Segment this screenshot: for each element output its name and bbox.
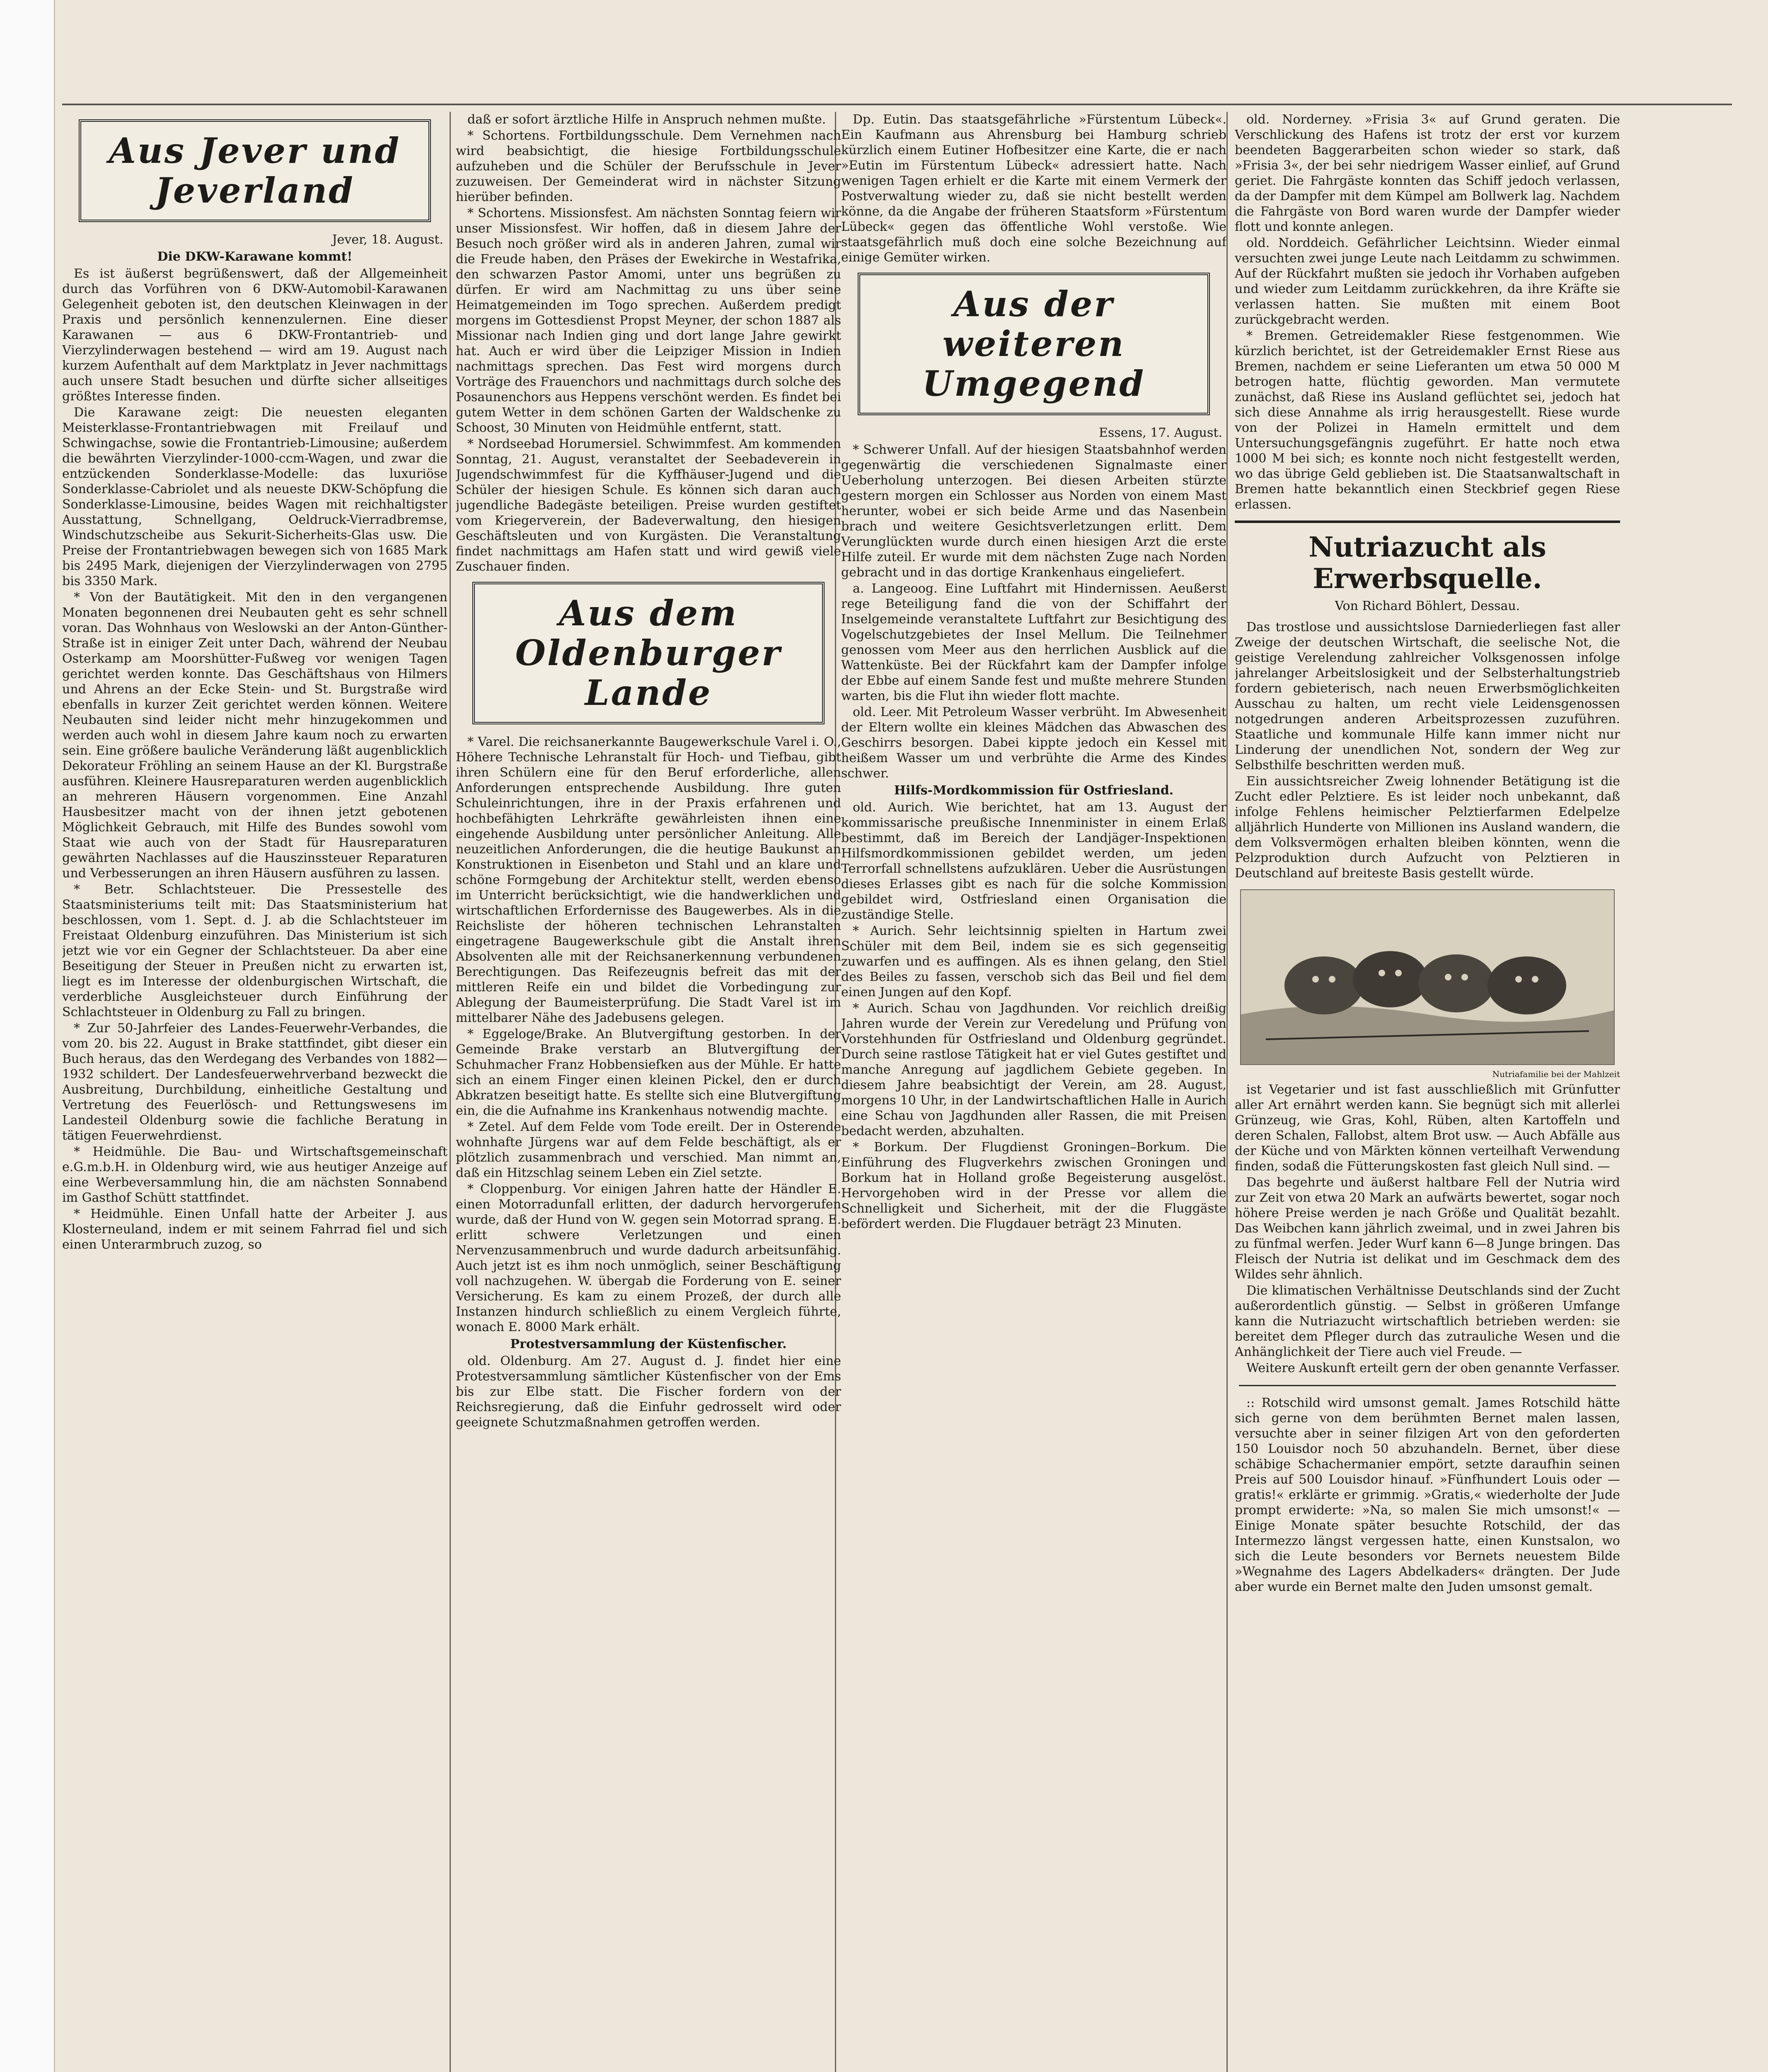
article-paragraph: :: Rotschild wird umsonst gemalt. James Rotschild hätte sich gerne von dem berühmten Bernet malen lassen, versuchte aber in seiner filzigen Art von den geforderten 150 Louisdor noch 50 abzuhandeln. Bernet, über diese schäbige Schachermanier empört, setzte daraufhin seinen Preis auf 500 Louisdor hinauf. »Fünfhundert Louis oder — gratis!« erklärte er grimmig. »Gratis,« wiederholte der Jude prompt erwiderte: »Na, so malen Sie mich umsonst!« — Einige Monate später besuchte Rotschild, der das Intermezzo längst vergessen hatte, einen Kunstsalon, wo sich die Leute besonders vor Bernets neuestem Bilde »Wegnahme des Lagers Abdelkaders« drängten. Der Jude aber wurde ein Bernet malte den Juden umsonst gemalt.	[1235, 1396, 1620, 1594]
article-paragraph: * Von der Bautätigkeit. Mit den in den vergangenen Monaten begonnenen drei Neubauten geht es sehr schnell voran. Das Wohnhaus von Weslowski an der Anton-Günther-Straße ist in einiger Zeit unter Dach, während der Neubau Osterkamp am Moorshütter-Fußweg vor wenigen Tagen gerichtet werden konnte. Das Geschäftshaus von Hilmers und Ahrens an der Ecke Stein- und St. Burgstraße wird ebenfalls in kurzer Zeit gerichtet werden können. Weitere Neubauten sind leider nicht mehr hinzugekommen und werden auch wohl in diesem Jahre kaum noch zu erwarten sein. Eine größere bauliche Veränderung läßt augenblicklich Dekorateur Fröhling an seinem Hause an der Kl. Burgstraße ausführen. Kleinere Hausreparaturen werden augenblicklich an mehreren Häusern vorgenommen. Eine Anzahl Hausbesitzer macht von der ihnen jetzt gebotenen Möglichkeit Gebrauch, mit Hilfe des Bundes sowohl vom Staat wie auch von der Stadt für Hausreparaturen gewährten Nachlasses auf die Hauszinssteuer Reparaturen und Verbesserungen an ihren Häusern ausführen zu lassen.	[62, 590, 447, 881]
article-paragraph: * Heidmühle. Einen Unfall hatte der Arbeiter J. aus Klosterneuland, indem er mit seinem Fahrrad fiel und sich einen Unterarmbruch zuzog, so	[62, 1207, 447, 1252]
article-paragraph: ist Vegetarier und ist fast ausschließlich mit Grünfutter aller Art ernährt werden kann. Sie begnügt sich mit allerlei Grünzeug, wie Gras, Kohl, Rüben, alten Kartoffeln und deren Schalen, Fallobst, altem Brot usw. — Auch Abfälle aus der Küche und von Märkten können verteilhaft Verwendung finden, sodaß die Fütterungskosten fast gleich Null sind. —	[1235, 1082, 1620, 1174]
article-subhead: Die DKW-Karawane kommt!	[157, 249, 353, 264]
article-subhead: Hilfs-Mordkommission für Ostfriesland.	[894, 783, 1174, 798]
article-paragraph: Das trostlose und aussichtslose Darniederliegen fast aller Zweige der deutschen Wirtschaft, die seelische Not, die geistige Verelendung zahlreicher Volksgenossen infolge jahrelanger Arbeitslosigkeit und der Selbsterhaltungstrieb fordern gebieterisch, nach neuen Erwerbsmöglichkeiten Ausschau zu halten, um recht viele Leidensgenossen notgedrungen anderen Arbeitsprozessen zuzuführen. Staatliche und kommunale Hilfe kann immer nicht nur Linderung der unendlichen Not, sondern der Weg zur Selbsthilfe beschritten werden muß.	[1235, 620, 1620, 772]
byline: Von Richard Böhlert, Dessau.	[1335, 599, 1520, 613]
column-rule	[1226, 112, 1228, 2072]
article-subhead: Protestversammlung der Küstenfischer.	[510, 1337, 787, 1351]
article-paragraph: * Schortens. Fortbildungsschule. Dem Vernehmen nach wird beabsichtigt, die hiesige Fortbildungsschule aufzuheben und die Schüler der Berufsschule in Jever zuzuweisen. Der Gemeinderat wird in nächster Sitzung hierüber befinden.	[456, 128, 841, 204]
article-paragraph: * Nordseebad Horumersiel. Schwimmfest. Am kommenden Sonntag, 21. August, veranstaltet der Seebadeverein in Jugendschwimmfest für die Kyffhäuser-Jugend und die Schüler der hiesigen Schule. Es können sich daran auch jugendliche Badegäste beteiligen. Preise wurden gestiftet vom Kriegerverein, der Badeverwaltung, den hiesigen Geschäftsleuten und von Kurgästen. Die Veranstaltung findet nachmittags am Hafen statt und wird gewiß viele Zuschauer finden.	[456, 437, 841, 574]
article-paragraph: Ein aussichtsreicher Zweig lohnender Betätigung ist die Zucht edler Pelztiere. Es ist leider noch unbekannt, daß infolge Fehlens heimischer Pelztierfarmen Edelpelze alljährlich Hunderte von Millionen ins Ausland wandern, die dem Volksvermögen erhalten bleiben könnten, wenn die Pelzproduktion durch Aufzucht von Pelztieren in Deutschland auf breiteste Basis gestellt würde.	[1235, 774, 1620, 881]
article-paragraph: old. Leer. Mit Petroleum Wasser verbrüht. Im Abwesenheit der Eltern wollte ein kleines Mädchen das Abwaschen des Geschirrs besorgen. Dabei kippte jedoch ein Kessel mit heißem Wasser um und verbrühte die Arme des Kindes schwer.	[841, 705, 1226, 781]
article-paragraph: * Schortens. Missionsfest. Am nächsten Sonntag feiern wir unser Missionsfest. Wir hoffen, daß in diesem Jahre der Besuch noch größer wird als in anderen Jahren, zumal wir die Freude haben, den Präses der Ewekirche in Westafrika, den schwarzen Pastor Amomi, unter uns begrüßen zu dürfen. Er wird am Nachmittag zu uns über seine Heimatgemeinden im Togo sprechen. Außerdem predigt morgens im Gottesdienst Propst Meyner, der schon 1887 als Missionar nach Indien ging und dort lange Jahre gewirkt hat. Auch er wird über die Leipziger Mission in Indien nachmittags sprechen. Das Fest wird morgens durch Vorträge des Frauenchors und nachmittags durch solche des Posaunenchors aus Heppens verschönt werden. Es findet bei gutem Wetter in dem schönen Garten der Waldschenke zu Schoost, 30 Minuten von Heidmühle entfernt, statt.	[456, 206, 841, 435]
section-divider	[1239, 1385, 1616, 1386]
section-heading: Aus der weiteren Umgegend	[922, 283, 1146, 404]
article-paragraph: * Bremen. Getreidemakler Riese festgenommen. Wie kürzlich berichtet, ist der Getreidemakler Ernst Riese aus Bremen, nachdem er seine Lieferanten um etwa 50 000 M betrogen hatte, flüchtig geworden. Man vermutete zunächst, daß Riese ins Ausland geflüchtet sei, jedoch hat sich diese Annahme als irrig herausgestellt. Riese wurde von der Polizei in Hameln ermittelt und dem Untersuchungsgefängnis zugeführt. Er hatte noch etwa 1000 M bei sich; es konnte noch nicht festgestellt werden, wo das übrige Geld geblieben ist. Die Staatsanwaltschaft in Bremen hatte bekanntlich einen Steckbrief gegen Riese erlassen.	[1235, 329, 1620, 512]
article-paragraph: * Zetel. Auf dem Felde vom Tode ereilt. Der in Osterende wohnhafte Jürgens war auf dem Felde beschäftigt, als er plötzlich zusammenbrach und verschied. Man nimmt an, daß ein Hitzschlag seinem Leben ein Ziel setzte.	[456, 1120, 841, 1180]
article-paragraph: Die Karawane zeigt: Die neuesten eleganten Meisterklasse-Frontantriebwagen mit Freilauf und Schwingachse, sowie die Frontantrieb-Limousine; außerdem die bewährten Vierzylinder-1000-ccm-Wagen, und zwar die entzückenden Sonderklasse-Modelle: das luxuriöse Sonderklasse-Cabriolet und als neueste DKW-Schöpfung die Sonderklasse-Limousine, beides Wagen mit reichhaltigster Ausstattung, Schnellgang, Oeldruck-Vierradbremse, Windschutzscheibe aus Sekurit-Sicherheits-Glas usw. Die Preise der Frontantriebwagen bewegen sich von 1685 Mark bis 2495 Mark, diejenigen der Vierzylinderwagen von 2795 bis 3350 Mark.	[62, 405, 447, 588]
article-paragraph: * Varel. Die reichsanerkannte Baugewerkschule Varel i. O., Höhere Technische Lehranstalt für Hoch- und Tiefbau, gibt ihren Schülern eine für den Beruf erforderliche, allen Anforderungen entsprechende Ausbildung. Ihre guten Schuleinrichtungen, ihre in der Praxis erfahrenen und hochbefähigten Lehrkräfte gewährleisten ihnen eine eingehende Ausbildung unter persönlicher Anleitung. Alle neuzeitlichen Anforderungen, die die heutige Baukunst an Konstruktionen in Eisenbeton und Stahl und an klare und schöne Formgebung der Architektur stellt, werden ebenso im Unterricht berücksichtigt, wie die handwerklichen und wirtschaftlichen Erfordernisse des Baugewerbes. Als in die Reichsliste der höheren technischen Lehranstalten eingetragene Baugewerkschule gibt die Anstalt ihren Absolventen alle mit der Reichsanerkennung verbundenen Berechtigungen. Das Reifezeugnis befreit das mit der mittleren Reife ein und bildet die Vorbedingung zur Ablegung der Baumeisterprüfung. Die Stadt Varel ist im mittelbarer Nähe des Jadebusens gelegen.	[456, 735, 841, 1025]
article-paragraph: old. Norddeich. Gefährlicher Leichtsinn. Wieder einmal versuchten zwei junge Leute nach Leitdamm zu schwimmen. Auf der Rückfahrt mußten sie jedoch ihr Vorhaben aufgeben und wieder zum Leitdamm zurückkehren, da ihre Kräfte sie verlassen hatten. Sie mußten mit einem Boot zurückgebracht werden.	[1235, 236, 1620, 327]
article-paragraph: * Betr. Schlachtsteuer. Die Pressestelle des Staatsministeriums teilt mit: Das Staatsministerium hat beschlossen, vom 1. Sept. d. J. ab die Schlachtsteuer im Freistaat Oldenburg einzuführen. Das Ministerium ist sich jetzt wie vor ein Gegner der Schlachtsteuer. Da aber eine Beseitigung der Steuer in Preußen nicht zu erwarten ist, liegt es im Interesse der oldenburgischen Wirtschaft, die verderbliche Ausgleichsteuer durch Einführung der Schlachtsteuer in Oldenburg zu Fall zu bringen.	[62, 882, 447, 1019]
article-paragraph: old. Norderney. »Frisia 3« auf Grund geraten. Die Verschlickung des Hafens ist trotz der erst vor kurzem beendeten Baggerarbeiten schon wieder so stark, daß »Frisia 3«, der bei sehr niedrigem Wasser einlief, auf Grund geriet. Die Fahrgäste konnten das Schiff jedoch verlassen, da der Dampfer mit dem Kümpel am Bollwerk lag. Nachdem die Fahrgäste von Bord waren wurde der Dampfer wieder flott und konnte anlegen.	[1235, 112, 1620, 234]
article-paragraph: old. Oldenburg. Am 27. August d. J. findet hier eine Protestversammlung sämtlicher Küstenfischer von der Ems bis zur Elbe statt. Die Fischer fordern von der Reichsregierung, daß die Einfuhr gedrosselt wird oder geeignete Schutzmaßnahmen getroffen werden.	[456, 1354, 841, 1430]
article-paragraph: * Cloppenburg. Vor einigen Jahren hatte der Händler E. einen Motorradunfall erlitten, der dadurch hervorgerufen wurde, daß der Hund von W. gegen sein Motorrad sprang. E. erlitt schwere Verletzungen und einen Nervenzusammenbruch und wurde dadurch arbeitsunfähig. Auch jetzt ist es ihm noch unmöglich, seiner Beschäftigung voll nachzugehen. W. übergab die Forderung von E. seiner Versicherung. Es kam zu einem Prozeß, der durch alle Instanzen hindurch schließlich zu einem Vergleich führte, wonach E. 8000 Mark erhält.	[456, 1182, 841, 1334]
article-paragraph: Es ist äußerst begrüßenswert, daß der Allgemeinheit durch das Vorführen von 6 DKW-Automobil-Karawanen Gelegenheit geboten ist, den deutschen Kleinwagen in der Praxis und persönlich kennenzulernen. Eine dieser Karawanen — aus 6 DKW-Frontantrieb- und Vierzylinderwagen bestehend — wird am 19. August nach kurzem Aufenthalt auf dem Marktplatz in Jever nachmittags auch unsere Stadt besuchen und dürfte sicher allseitiges größtes Interesse finden.	[62, 266, 447, 404]
column-rule	[450, 112, 451, 2072]
dateline: Jever, 18. August.	[332, 232, 443, 247]
article-paragraph: * Eggeloge/Brake. An Blutvergiftung gestorben. In der Gemeinde Brake verstarb an Blutvergiftung der Schuhmacher Franz Hobbensiefken aus der Mühle. Er hatte sich an einem Finger einen kleinen Pickel, den er durch Abkratzen beseitigt hatte. Es stellte sich eine Blutvergiftung ein, die die Aufnahme ins Krankenhaus notwendig machte.	[456, 1027, 841, 1118]
feature-headline: Nutriazucht als Erwerbsquelle.	[1235, 520, 1620, 594]
column-1	[62, 112, 447, 2072]
article-paragraph: * Zur 50-Jahrfeier des Landes-Feuerwehr-Verbandes, die vom 20. bis 22. August in Brake stattfindet, gibt dieser ein Buch heraus, das den Werdegang des Verbandes von 1882—1932 schildert. Der Landesfeuerwehrverband bezweckt die Ausbreitung, Durchbildung, einheitliche Gestaltung und Vertretung des Feuerlösch- und Rettungswesens im Landesteil Oldenburg sowie die fachliche Beratung in tätigen Feuerwehrdienst.	[62, 1021, 447, 1143]
nutria-drawing	[1241, 890, 1614, 1064]
illustration-caption: Nutriafamilie bei der Mahlzeit	[1492, 1069, 1620, 1079]
article-paragraph: * Heidmühle. Die Bau- und Wirtschaftsgemeinschaft e.G.m.b.H. in Oldenburg wird, wie aus heutiger Anzeige auf eine Werbeversammlung hin, die am nächsten Sonnabend im Gasthof Schütt stattfindet.	[62, 1145, 447, 1205]
section-heading-box	[79, 119, 431, 222]
article-paragraph: daß er sofort ärztliche Hilfe in Anspruch nehmen mußte.	[467, 112, 826, 127]
top-rule	[62, 104, 1732, 105]
article-paragraph: Die klimatischen Verhältnisse Deutschlands sind der Zucht außerordentlich günstig. — Selbst in größeren Umfange kann die Nutriazucht wirtschaftlich betrieben werden: sie bereitet dem Pfleger durch das zutrauliche Wesen und die Anhänglichkeit der Tiere auch viel Freude. —	[1235, 1283, 1620, 1359]
column-4	[1235, 112, 1620, 2072]
article-paragraph: old. Aurich. Wie berichtet, hat am 13. August der kommissarische preußische Innenminister in einem Erlaß bestimmt, daß im Bereich der Landjäger-Inspektionen Hilfsmordkommissionen gebildet werden, um jeden Terrorfall schnellstens aufzuklären. Ueber die Ausrüstungen dieses Erlasses gibt es nach für die solche Kommission gebildet wird, Ostfriesland einen Organisation die zuständige Stelle.	[841, 800, 1226, 922]
article-paragraph: * Schwerer Unfall. Auf der hiesigen Staatsbahnhof werden gegenwärtig die verschiedenen Signalmaste einer Ueberholung unterzogen. Bei diesen Arbeiten stürzte gestern morgen ein Schlosser aus Norden von einem Mast herunter, wobei er sich beide Arme und das Nasenbein brach und weitere Gesichtsverletzungen erlitt. Dem Verunglückten wurde durch einen hiesigen Arzt die erste Hilfe zuteil. Er wurde mit dem nächsten Zuge nach Norden gebracht und in das dortige Krankenhaus eingeliefert.	[841, 443, 1226, 580]
section-heading-box	[472, 582, 825, 724]
article-paragraph: Dp. Eutin. Das staatsgefährliche »Fürstentum Lübeck«. Ein Kaufmann aus Ahrensburg bei Hamburg schrieb kürzlich einem Eutiner Hofbesitzer eine Karte, die er nach »Eutin im Fürstentum Lübeck« adressiert hatte. Nach wenigen Tagen erhielt er die Karte mit einem Vermerk der Postverwaltung wieder zu, daß sie nicht bestellt werden könne, da die Angabe der früheren Staatsform »Fürstentum Lübeck« gegen das öffentliche Wohl verstoße. Wie staatsgefährlich muß doch eine solche Bezeichnung auf einige Gemüter wirken.	[841, 112, 1226, 265]
scan-margin	[0, 0, 55, 2072]
section-heading-box	[858, 273, 1210, 415]
article-paragraph: * Aurich. Sehr leichtsinnig spielten in Hartum zwei Schüler mit dem Beil, indem sie es sich gegenseitig zuwarfen und es auffingen. Als es ihnen gelang, den Stiel des Beiles zu fassen, verschob sich das Beil und fiel dem einen Jungen auf den Kopf.	[841, 924, 1226, 1000]
column-3	[841, 112, 1226, 2072]
section-heading: Aus Jever und Jeverland	[109, 130, 401, 211]
article-paragraph: a. Langeoog. Eine Luftfahrt mit Hindernissen. Aeußerst rege Beteiligung fand die von der Schiffahrt der Inselgemeinde veranstaltete Luftfahrt zur Besichtigung des Vogelschutzgebietes der Insel Mellum. Die Teilnehmer genossen vom Meer aus den herrlichen Ausblick auf die Wattenküste. Bei der Rückfahrt kam der Dampfer infolge der Ebbe auf einem Sande fest und mußte mehrere Stunden warten, bis die Flut ihn wieder flott machte.	[841, 581, 1226, 703]
article-paragraph: Weitere Auskunft erteilt gern der oben genannte Verfasser.	[1246, 1361, 1620, 1375]
article-paragraph: * Aurich. Schau von Jagdhunden. Vor reichlich dreißig Jahren wurde der Verein zur Veredelung und Prüfung von Vorstehhunden für Ostfriesland und Oldenburg gegründet. Durch seine rastlose Tätigkeit hat er viel Gutes gestiftet und manche Anregung auf jagdlichem Gebiete gegeben. In diesem Jahre beabsichtigt der Verein, am 28. August, morgens 10 Uhr, in der Landwirtschaftlichen Halle in Aurich eine Schau von Jagdhunden aller Rassen, die mit Preisen bedacht werden, abzuhalten.	[841, 1001, 1226, 1138]
section-heading: Aus dem Oldenburger Lande	[515, 593, 782, 713]
dateline: Essens, 17. August.	[1099, 426, 1222, 440]
article-paragraph: * Borkum. Der Flugdienst Groningen–Borkum. Die Einführung des Flugverkehrs zwischen Groningen und Borkum hat in Holland große Begeisterung ausgelöst. Hervorgehoben wird in der Presse vor allem die Schnelligkeit und Sicherheit, mit der die Fluggäste befördert werden. Die Flugdauer beträgt 23 Minuten.	[841, 1140, 1226, 1231]
column-2	[456, 112, 841, 2072]
nutria-illustration	[1240, 889, 1615, 1065]
article-paragraph: Das begehrte und äußerst haltbare Fell der Nutria wird zur Zeit von etwa 20 Mark an aufwärts bewertet, sogar noch höhere Preise werden je nach Größe und Qualität bezahlt. Das Weibchen kann jährlich zweimal, und in zwei Jahren bis zu fünfmal werfen. Jeder Wurf kann 6—8 Junge bringen. Das Fleisch der Nutria ist delikat und im Geschmack dem des Wildes sehr ähnlich.	[1235, 1175, 1620, 1282]
